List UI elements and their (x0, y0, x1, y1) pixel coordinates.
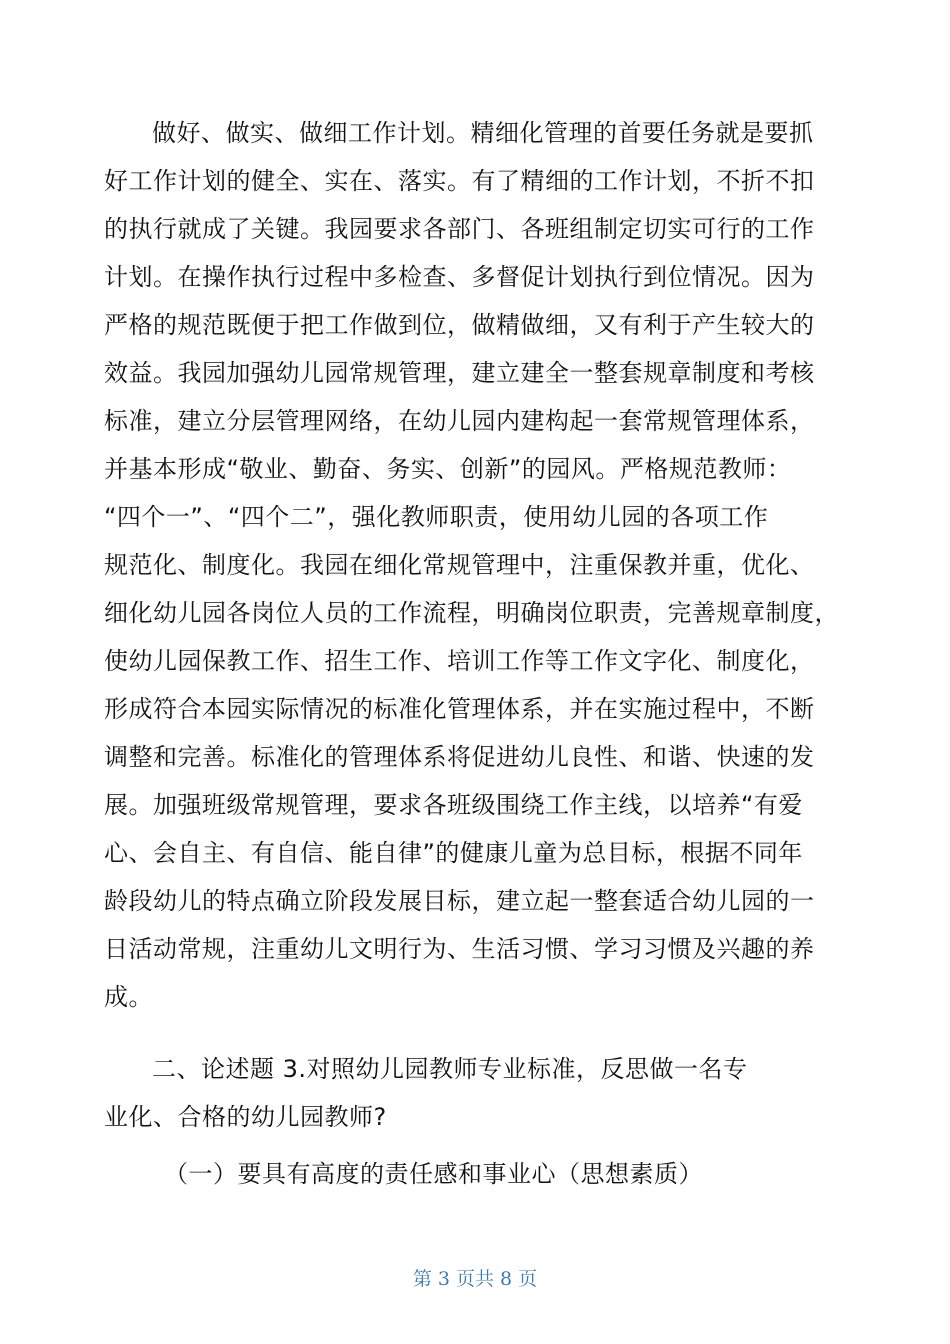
paragraph-line: 使幼儿园保教工作、招生工作、培训工作等工作文字化、制度化， (104, 647, 815, 675)
question-line: 业化、合格的幼儿园教师? (104, 1103, 387, 1131)
paragraph-line: 展。加强班级常规管理，要求各班级围绕工作主线，以培养“有爱 (104, 791, 803, 819)
paragraph-line: 龄段幼儿的特点确立阶段发展目标，建立起一整套适合幼儿园的一 (104, 887, 815, 915)
paragraph-line: 形成符合本园实际情况的标准化管理体系，并在实施过程中，不断 (104, 695, 815, 723)
paragraph-line: “四个一”、“四个二”，强化教师职责，使用幼儿园的各项工作 (104, 503, 769, 531)
paragraph-line: 细化幼儿园各岗位人员的工作流程，明确岗位职责，完善规章制度， (104, 599, 839, 627)
paragraph-line: 标准，建立分层管理网络，在幼儿园内建构起一套常规管理体系， (104, 407, 815, 435)
paragraph-line: 的执行就成了关键。我园要求各部门、各班组制定切实可行的工作 (104, 215, 815, 243)
paragraph-line: 日活动常规，注重幼儿文明行为、生活习惯、学习习惯及兴趣的养 (104, 935, 815, 963)
page-number: 第 3 页共 8 页 (412, 1268, 538, 1290)
paragraph-line: 并基本形成“敬业、勤奋、务实、创新”的园风。严格规范教师： (104, 455, 792, 483)
paragraph-line: 成。 (104, 983, 153, 1011)
paragraph-line: 严格的规范既便于把工作做到位，做精做细，又有利于产生较大的 (104, 311, 815, 339)
paragraph-line: 好工作计划的健全、实在、落实。有了精细的工作计划，不折不扣 (104, 167, 815, 195)
paragraph-line: 调整和完善。标准化的管理体系将促进幼儿良性、和谐、快速的发 (104, 743, 815, 771)
paragraph-line: 规范化、制度化。我园在细化常规管理中，注重保教并重，优化、 (104, 551, 815, 579)
paragraph-line: 效益。我园加强幼儿园常规管理，建立建全一整套规章制度和考核 (104, 359, 815, 387)
question-line: 二、论述题 3.对照幼儿园教师专业标准，反思做一名专 (152, 1055, 748, 1083)
paragraph-line: 做好、做实、做细工作计划。精细化管理的首要任务就是要抓 (152, 119, 814, 147)
paragraph-line: 心、会自主、有自信、能自律”的健康儿童为总目标，根据不同年 (104, 839, 803, 867)
section-subheading: （一）要具有高度的责任感和事业心（思想素质） (164, 1160, 703, 1188)
paragraph-line: 计划。在操作执行过程中多检查、多督促计划执行到位情况。因为 (104, 263, 815, 291)
